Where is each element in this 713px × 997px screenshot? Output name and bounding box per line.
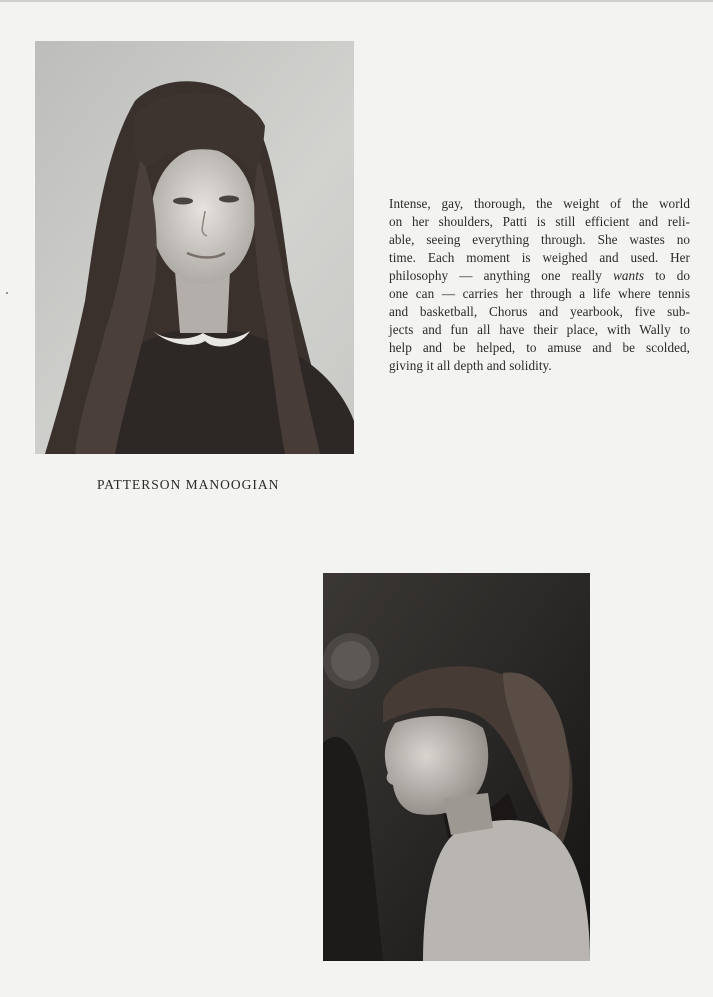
bio-line: giving it all depth and solidity. xyxy=(389,358,552,373)
bio-line-with-emphasis xyxy=(389,267,690,285)
bio-line-end: to do xyxy=(644,268,690,283)
bio-line: help and be helped, to amuse and be scolded, xyxy=(389,340,690,355)
bio-paragraph xyxy=(389,195,690,375)
bio-line-start: philosophy — anything one really xyxy=(389,268,602,283)
bio-line: on her shoulders, Patti is still efficient and reli- xyxy=(389,214,690,229)
bio-line: Intense, gay, thorough, the weight of the world xyxy=(389,196,690,211)
bio-line: time. Each moment is weighed and used. Her xyxy=(389,250,690,265)
print-speck xyxy=(6,292,8,294)
portrait-photo xyxy=(35,41,354,454)
page-top-border xyxy=(0,0,713,2)
bio-line: one can — carries her through a life where tennis xyxy=(389,286,690,301)
candid-photo xyxy=(323,573,590,961)
bio-line: and basketball, Chorus and yearbook, five sub- xyxy=(389,304,690,319)
bio-line: able, seeing everything through. She wastes no xyxy=(389,232,690,247)
bio-emphasis: wants xyxy=(613,268,645,283)
student-name-caption: PATTERSON MANOOGIAN xyxy=(97,477,280,492)
bio-line: jects and fun all have their place, with Wally to xyxy=(389,322,690,337)
